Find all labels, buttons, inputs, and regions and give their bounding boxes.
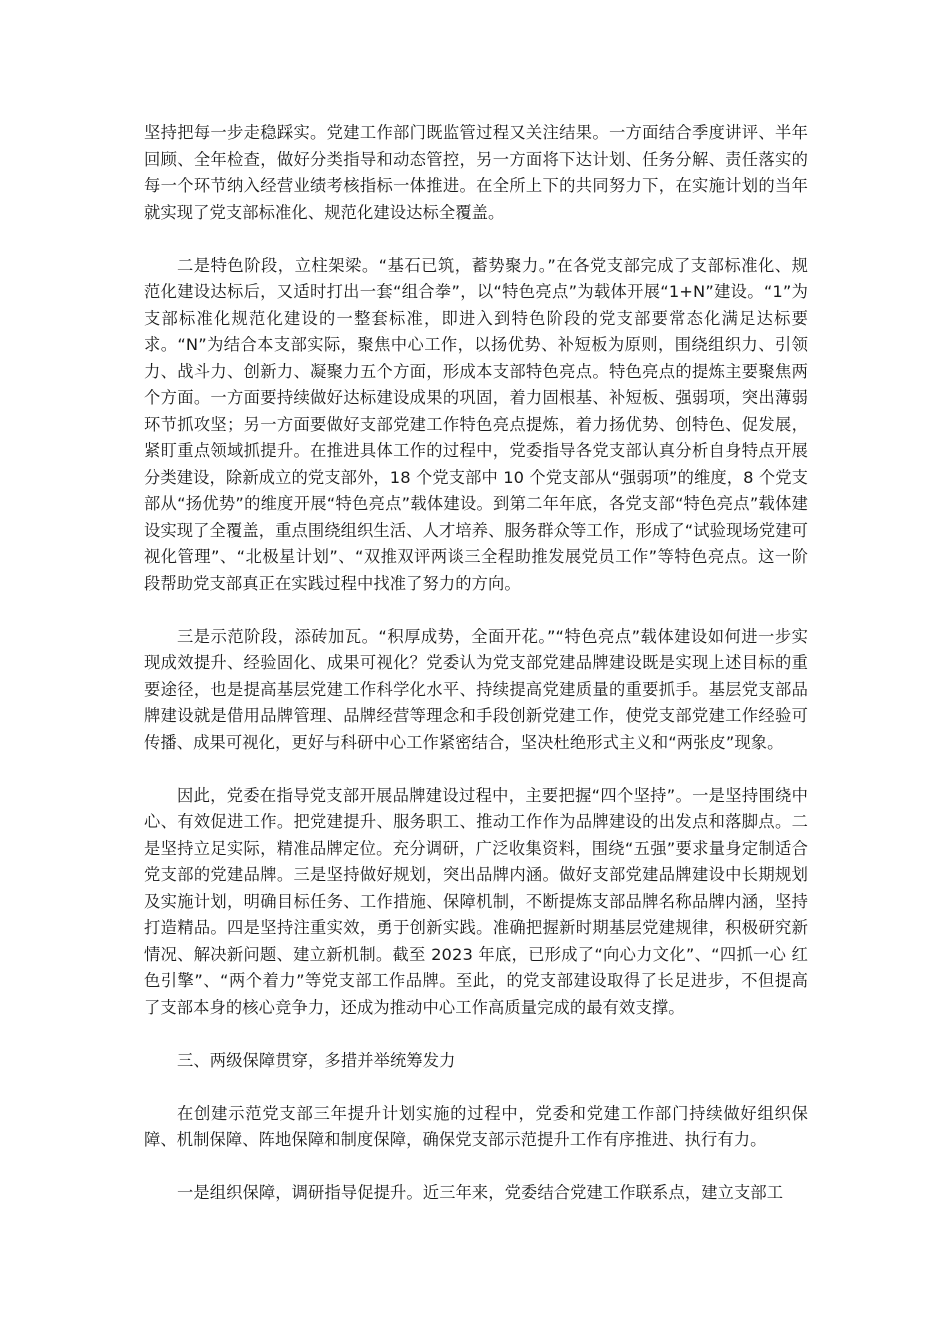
paragraph-characteristic-stage: 二是特色阶段，立柱架梁。“基石已筑，蓄势聚力。”在各党支部完成了支部标准化、规范化建设达标后，又适时打出一套“组合拳”，以“特色亮点”为载体开展“1+N”建设。“1”为支部标准化规范化建设的一整套标准，即进入到特色阶段的党支部要常态化满足达标要求。“N”为结合本支部实际，聚焦中心工作，以扬优势、补短板为原则，围绕组织力、引领力、战斗力、创新力、凝聚力五个方面，形成本支部特色亮点。特色亮点的提炼主要聚焦两个方面。一方面要持续做好达标建设成果的巩固，着力固根基、补短板、强弱项，突出薄弱环节抓攻坚；另一方面要做好支部党建工作特色亮点提炼，着力扬优势、创特色、促发展，紧盯重点领域抓提升。在推进具体工作的过程中，党委指导各党支部认真分析自身特点开展分类建设，除新成立的党支部外，18 个党支部中 10 个党支部从“强弱项”的维度，8 个党支部从“扬优势”的维度开展“特色亮点”载体建设。到第二年年底，各党支部“特色亮点”载体建设实现了全覆盖，重点围绕组织生活、人才培养、服务群众等工作，形成了“试验现场党建可视化管理”、“北极星计划”、“双推双评两谈三全程助推发展党员工作”等特色亮点。这一阶段帮助党支部真正在实践过程中找准了努力的方向。 [144,255,808,593]
paragraph-four-adherences: 因此，党委在指导党支部开展品牌建设过程中，主要把握“四个坚持”。一是坚持围绕中心、有效促进工作。把党建提升、服务职工、推动工作作为品牌建设的出发点和落脚点。二是坚持立足实际，精准品牌定位。充分调研，广泛收集资料，围绕“五强”要求量身定制适合党支部的党建品牌。三是坚持做好规划，突出品牌内涵。做好支部党建品牌建设中长期规划及实施计划，明确目标任务、工作措施、保障机制，不断提炼支部品牌名称品牌内涵，坚持打造精品。四是坚持注重实效，勇于创新实践。准确把握新时期基层党建规律，积极研究新情况、解决新问题、建立新机制。截至 2023 年底，已形成了“向心力文化”、“四抓一心 红色引擎”、“两个着力”等党支部工作品牌。至此，的党支部建设取得了长足进步，不但提高了支部本身的核心竞争力，还成为推动中心工作高质量完成的最有效支撑。 [144,785,808,1017]
paragraph-guarantees-intro: 在创建示范党支部三年提升计划实施的过程中，党委和党建工作部门持续做好组织保障、机制保障、阵地保障和制度保障，确保党支部示范提升工作有序推进、执行有力。 [144,1103,808,1149]
paragraph-organizational-guarantee: 一是组织保障，调研指导促提升。近三年来，党委结合党建工作联系点，建立支部工 [177,1183,784,1202]
paragraph-continuation: 坚持把每一步走稳踩实。党建工作部门既监管过程又关注结果。一方面结合季度讲评、半年回顾、全年检查，做好分类指导和动态管控，另一方面将下达计划、任务分解、责任落实的每一个环节纳入经营业绩考核指标一体推进。在全所上下的共同努力下，在实施计划的当年就实现了党支部标准化、规范化建设达标全覆盖。 [144,123,808,222]
document-page [144,120,808,1233]
paragraph-demonstration-stage: 三是示范阶段，添砖加瓦。“积厚成势，全面开花。”“特色亮点”载体建设如何进一步实现成效提升、经验固化、成果可视化？党委认为党支部党建品牌建设既是实现上述目标的重要途径，也是提高基层党建工作科学化水平、持续提高党建质量的重要抓手。基层党支部品牌建设就是借用品牌管理、品牌经营等理念和手段创新党建工作，使党支部党建工作经验可传播、成果可视化，更好与科研中心工作紧密结合，坚决杜绝形式主义和“两张皮”现象。 [144,626,808,752]
section-heading: 三、两级保障贯穿，多措并举统筹发力 [177,1050,456,1070]
